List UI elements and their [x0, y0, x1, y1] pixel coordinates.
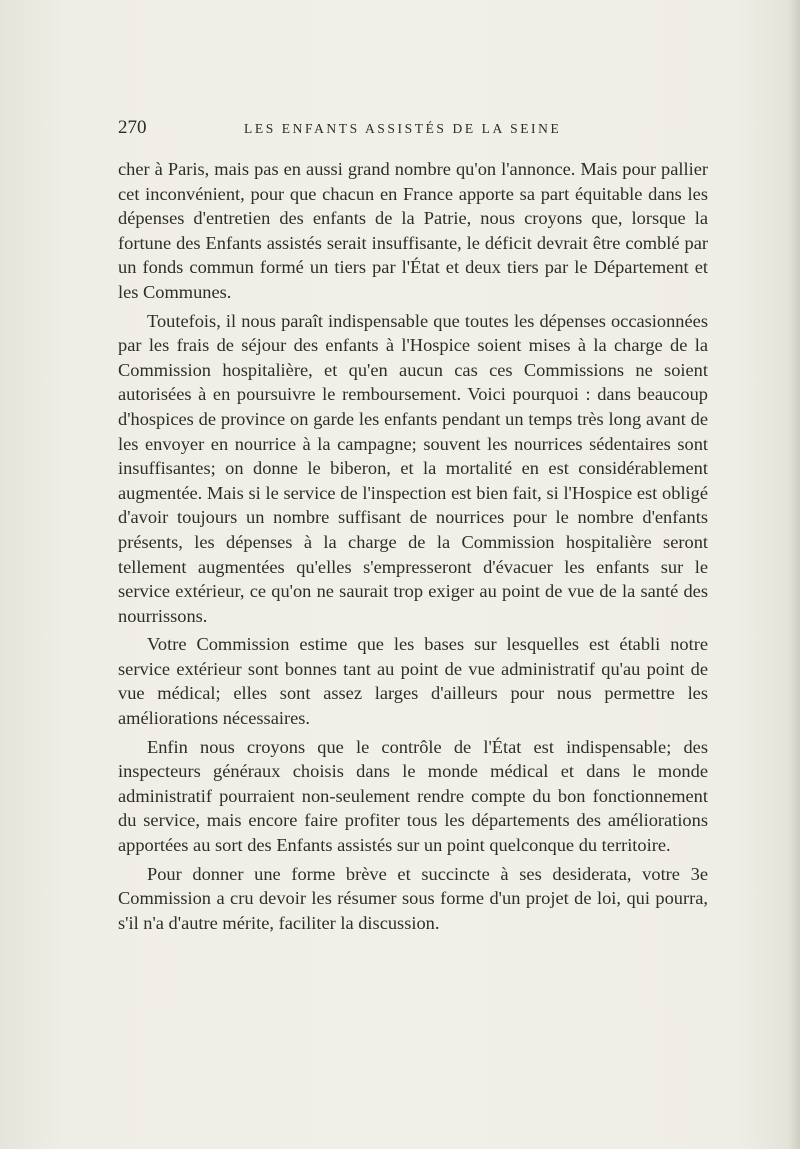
page-edge-shadow [788, 0, 800, 1149]
paragraph: Votre Commission estime que les bases sur lesquelles est établi notre service extérieur sont bonnes tant au point de vue administratif qu'au point de vue médical; elles sont assez larges d'ailleurs pour nous permettre les améliorations nécessaires. [118, 634, 708, 729]
page-number: 270 [118, 117, 147, 138]
body-text [118, 157, 708, 939]
paragraph: Toutefois, il nous paraît indispensable que toutes les dépenses occasionnées par les frais de séjour des enfants à l'Hospice soient mises à la charge de la Commission hospitalière, et qu'en aucun cas ces Commissions ne soient autorisées à en poursuivre le remboursement. Voici pourquoi : dans beaucoup d'hospices de province on garde les enfants pendant un temps très long avant de les envoyer en nourrice à la campagne; souvent les nourrices sédentaires sont insuffisantes; on donne le biberon, et la mortalité en est considérablement augmentée. Mais si le service de l'inspection est bien fait, si l'Hospice est obligé d'avoir toujours un nombre suffisant de nourrices pour le nombre d'enfants présents, les dépenses à la charge de la Commission hospitalière seront tellement augmentées qu'elles s'empresseront d'évacuer les enfants sur le service extérieur, ce qu'on ne saurait trop exiger au point de vue de la santé des nourrissons. [118, 310, 708, 626]
running-head [118, 116, 708, 140]
paragraph: cher à Paris, mais pas en aussi grand nombre qu'on l'annonce. Mais pour pallier cet inconvénient, pour que chacun en France apporte sa part équitable dans les dépenses d'entretien des enfants de la Patrie, nous croyons que, lorsque la fortune des Enfants assistés serait insuffisante, le déficit devrait être comblé par un fonds commun formé un tiers par l'État et deux tiers par le Département et les Communes. [118, 159, 708, 302]
running-title: LES ENFANTS ASSISTÉS DE LA SEINE [244, 121, 562, 136]
paragraph: Enfin nous croyons que le contrôle de l'État est indispensable; des inspecteurs généraux choisis dans le monde médical et dans le monde administratif pourraient non-seulement rendre compte du bon fonctionnement du service, mais encore faire profiter tous les départements des améliorations apportées au sort des Enfants assistés sur un point quelconque du territoire. [118, 736, 708, 856]
paragraph: Pour donner une forme brève et succincte à ses desiderata, votre 3e Commission a cru devoir les résumer sous forme d'un projet de loi, qui pourra, s'il n'a d'autre mérite, faciliter la discussion. [118, 863, 708, 933]
